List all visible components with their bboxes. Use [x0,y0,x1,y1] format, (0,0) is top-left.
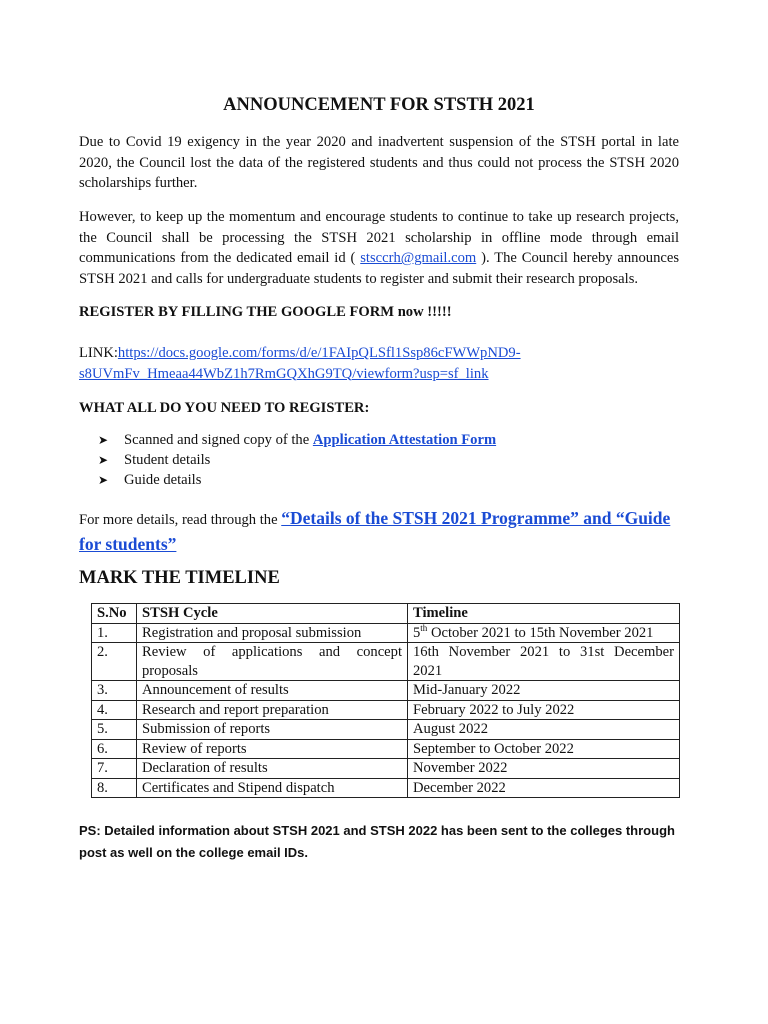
table-row [92,681,680,701]
requirements-list [98,430,496,490]
register-heading: REGISTER BY FILLING THE GOOGLE FORM now !!!!! [79,304,452,320]
list-item [98,430,496,450]
table-row [92,623,680,643]
form-link-block [79,343,679,384]
cell-cycle: Review of reports [137,739,408,759]
details-link-line1: “Details of the STSH 2021 Programme” and “Guide [281,508,671,528]
application-attestation-form-link[interactable]: Application Attestation Form [312,432,497,448]
cell-cycle: Declaration of results [137,759,408,779]
cell-sno: 4. [92,700,137,720]
list-item [98,450,496,470]
offline-mode-paragraph [79,207,679,289]
postscript-note: PS: Detailed information about STSH 2021 and STSH 2022 has been sent to the colleges through post as well on the college email IDs. [79,823,675,860]
cell-sno: 2. [92,643,137,681]
cell-sno: 5. [92,720,137,740]
cell-cycle: Announcement of results [137,681,408,701]
timeline-table [91,603,680,798]
google-form-url-line1: https://docs.google.com/forms/d/e/1FAIpQLSfl1Ssp86cFWWpND9- [117,345,521,361]
cell-sno: 6. [92,739,137,759]
cell-cycle: Registration and proposal submission [137,623,408,643]
more-details-prefix: For more details, read through the [79,512,282,528]
cell-cycle: Review of applications and concept proposals [137,643,408,681]
email-link[interactable]: stsccrh@gmail.com [360,250,477,266]
cell-timeline: 16th November 2021 to 31st December 2021 [408,643,680,681]
header-sno: S.No [92,604,137,624]
list-item-text: Scanned and signed copy of the [124,432,310,448]
timeline-rest: October 2021 to 15th November 2021 [427,624,654,641]
link-label: LINK: [79,345,118,361]
cell-cycle: Research and report preparation [137,700,408,720]
arrowhead-bullet-icon: ➤ [98,473,109,487]
list-item [98,470,496,490]
requirements-heading: WHAT ALL DO YOU NEED TO REGISTER: [79,400,370,416]
cell-timeline: September to October 2022 [408,739,680,759]
cell-timeline: August 2022 [408,720,680,740]
list-item-text: Student details [124,452,211,468]
arrowhead-bullet-icon: ➤ [98,453,109,467]
cell-sno: 7. [92,759,137,779]
table-row [92,759,680,779]
paragraph-text-after: ). The Council hereby announces STSH 2021 and calls for undergraduate students to register and submit their research proposals. [79,250,680,287]
table-row [92,739,680,759]
arrowhead-bullet-icon: ➤ [98,433,109,447]
header-timeline: Timeline [408,604,680,624]
header-cycle: STSH Cycle [137,604,408,624]
cell-timeline: November 2022 [408,759,680,779]
cell-cycle: Certificates and Stipend dispatch [137,778,408,798]
timeline-heading: MARK THE TIMELINE [79,568,280,588]
cell-timeline: February 2022 to July 2022 [408,700,680,720]
table-row [92,643,680,681]
paragraph-text-before: However, to keep up the momentum and encourage students to continue to take up research projects, the Council shall be processing the STSH 2021 scholarship in offline mode through email communications from the dedicated email id ( [79,209,679,266]
cell-cycle: Submission of reports [137,720,408,740]
cell-timeline: Mid-January 2022 [408,681,680,701]
cell-timeline: December 2022 [408,778,680,798]
google-form-link[interactable] [79,345,521,382]
timeline-day: 5 [413,624,421,641]
cell-sno: 8. [92,778,137,798]
ordinal-suffix: th [420,622,428,633]
google-form-url-line2: s8UVmFv_Hmeaa44WbZ1h7RmGQXhG9TQ/viewform?usp=sf_link [79,365,489,382]
table-header-row [92,604,680,624]
cell-timeline [408,623,680,643]
page-title: ANNOUNCEMENT FOR STSTH 2021 [223,95,535,115]
table-row [92,778,680,798]
table-row [92,700,680,720]
details-link-line2: for students” [79,534,177,554]
cell-sno: 3. [92,681,137,701]
more-details-paragraph [79,506,679,558]
table-row [92,720,680,740]
intro-paragraph: Due to Covid 19 exigency in the year 2020 and inadvertent suspension of the STSH portal in late 2020, the Council lost the data of the registered students and thus could not process the STSH 2020 scholarships further. [79,134,679,191]
cell-sno: 1. [92,623,137,643]
list-item-text: Guide details [124,472,202,488]
